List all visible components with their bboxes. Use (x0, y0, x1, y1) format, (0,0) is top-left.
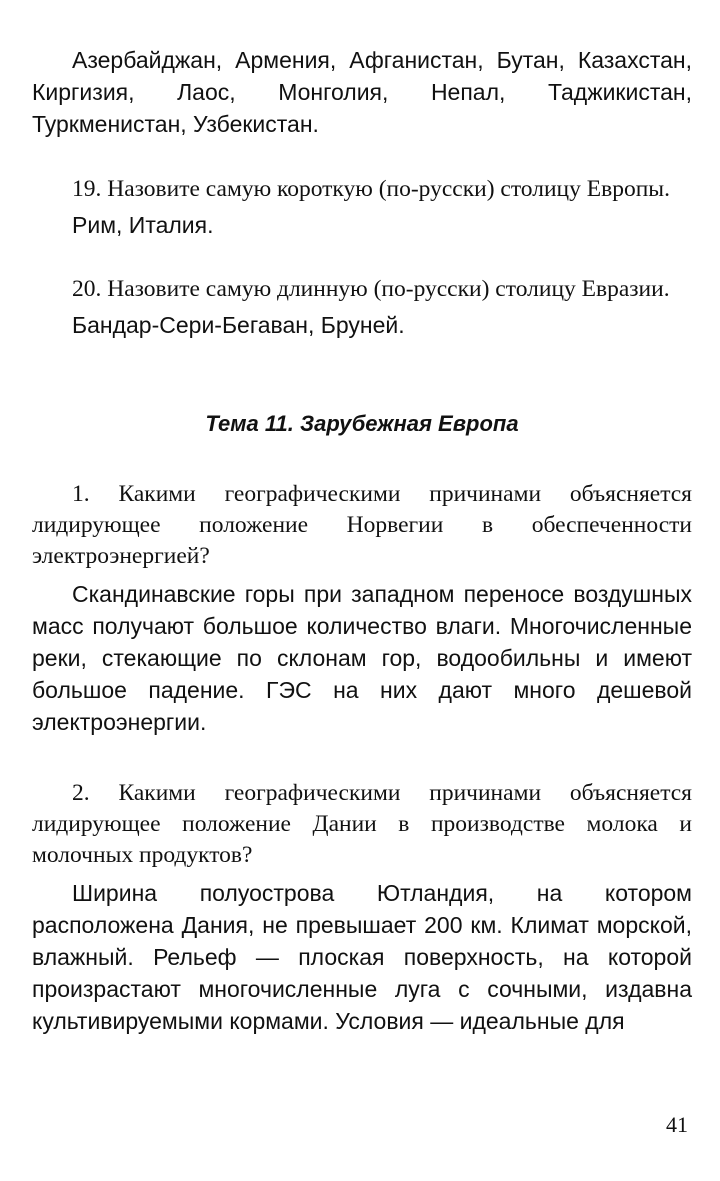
answer-20: Бандар-Сери-Бегаван, Бруней. (72, 312, 405, 338)
question-20: 20. Назовите самую длинную (по-русски) столицу Евразии. (72, 276, 670, 302)
page-number: 41 (666, 1112, 688, 1137)
answer-19: Рим, Италия. (72, 212, 214, 238)
topic-heading: Тема 11. Зарубежная Европа (205, 411, 519, 436)
topic-answer-2: Ширина полуострова Ютландия, на котором расположена Дания, не превышает 200 км. Климат морской, влажный. Рельеф — плоская поверхность, на которой произрастают многочисленные луга с сочными, издавна культивируемыми кормами. Условия — идеальные для (32, 880, 692, 1034)
topic-question-2: 2. Какими географическими причинами объясняется лидирующее положение Дании в производстве молока и молочных продуктов? (32, 780, 692, 868)
topic-answer-1: Скандинавские горы при западном переносе воздушных масс получают большое количество влаги. Многочисленные реки, стекающие по склонам гор, водообильны и имеют большое падение. ГЭС на них дают много дешевой электроэнергии. (32, 581, 692, 735)
topic-question-1: 1. Какими географическими причинами объясняется лидирующее положение Норвегии в обеспеченности электроэнергией? (32, 481, 692, 569)
page-body (32, 44, 692, 1037)
answer-text-18: Азербайджан, Армения, Афганистан, Бутан, Казахстан, Киргизия, Лаос, Монголия, Непал, Таджикистан, Туркменистан, Узбекистан. (32, 47, 692, 137)
question-19: 19. Назовите самую короткую (по-русски) столицу Европы. (72, 176, 670, 202)
